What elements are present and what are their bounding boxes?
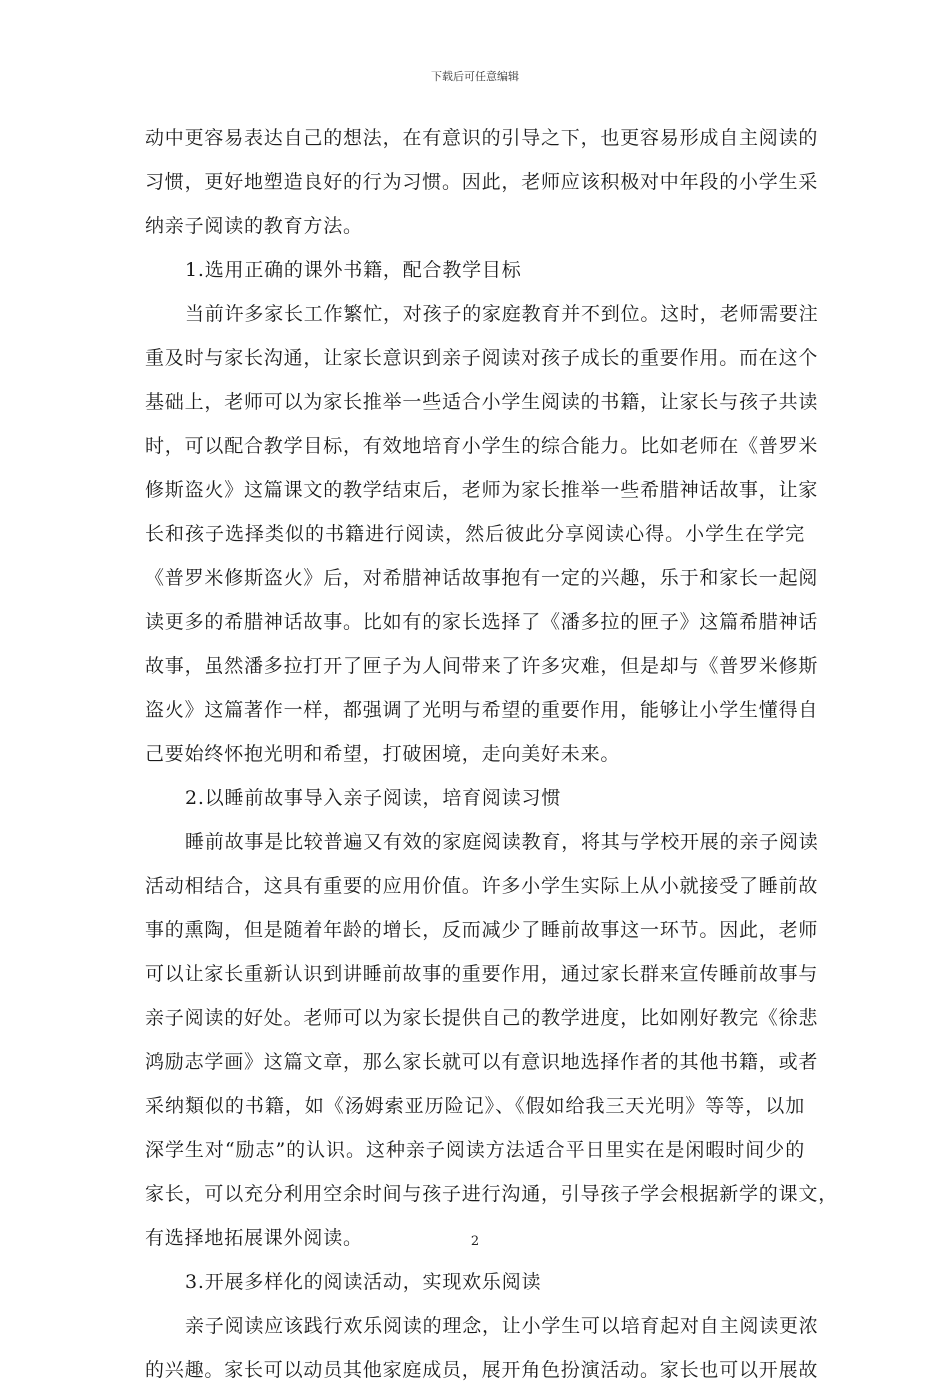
text-line: 家长，可以充分利用空余时间与孩子进行沟通，引导孩子学会根据新学的课文， [145, 1183, 839, 1205]
text-line: 基础上，老师可以为家长推举一些适合小学生阅读的书籍，让家长与孩子共读 [145, 391, 819, 413]
text-line: 鸿励志学画》这篇文章，那么家长就可以有意识地选择作者的其他书籍，或者 [145, 1051, 819, 1073]
text-line: 盗火》这篇著作一样，都强调了光明与希望的重要作用，能够让小学生懂得自 [145, 699, 819, 721]
document-body [145, 116, 839, 1392]
text-line: 亲子阅读应该践行欢乐阅读的理念，让小学生可以培育起对自主阅读更浓 [185, 1315, 819, 1337]
text-line: 故事，虽然潘多拉打开了匣子为人间带来了许多灾难，但是却与《普罗米修斯 [145, 655, 819, 677]
page-header: 下载后可任意编辑 [431, 70, 519, 83]
text-line: 纳亲子阅读的教育方法。 [145, 215, 363, 237]
text-line: 活动相结合，这具有重要的应用价值。许多小学生实际上从小就接受了睡前故 [145, 875, 819, 897]
section-heading: 2.以睡前故事导入亲子阅读，培育阅读习惯 [185, 787, 562, 809]
text-line: 采纳類似的书籍，如《汤姆索亚历险记》、《假如给我三天光明》等等，以加 [145, 1095, 805, 1117]
text-line: 的兴趣。家长可以动员其他家庭成员，展开角色扮演活动。家长也可以开展故 [145, 1359, 819, 1381]
text-line: 深学生对“励志”的认识。这种亲子阅读方法适合平日里实在是闲暇时间少的 [145, 1139, 805, 1161]
text-line: 重及时与家长沟通，让家长意识到亲子阅读对孩子成长的重要作用。而在这个 [145, 347, 819, 369]
text-line: 当前许多家长工作繁忙，对孩子的家庭教育并不到位。这时，老师需要注 [185, 303, 819, 325]
page-number: 2 [470, 1234, 480, 1249]
text-line: 修斯盗火》这篇课文的教学结束后，老师为家长推举一些希腊神话故事，让家 [145, 479, 819, 501]
text-line: 可以让家长重新认识到讲睡前故事的重要作用，通过家长群来宣传睡前故事与 [145, 963, 819, 985]
text-line: 睡前故事是比较普遍又有效的家庭阅读教育，将其与学校开展的亲子阅读 [185, 831, 819, 853]
text-line: 《普罗米修斯盗火》后，对希腊神话故事抱有一定的兴趣，乐于和家长一起阅 [145, 567, 819, 589]
section-heading: 1.选用正确的课外书籍，配合教学目标 [185, 259, 522, 281]
text-line: 亲子阅读的好处。老师可以为家长提供自己的教学进度，比如刚好教完《徐悲 [145, 1007, 819, 1029]
text-line: 长和孩子选择类似的书籍进行阅读，然后彼此分享阅读心得。小学生在学完 [145, 523, 805, 545]
section-heading: 3.开展多样化的阅读活动，实现欢乐阅读 [185, 1271, 542, 1293]
text-line: 读更多的希腊神话故事。比如有的家长选择了《潘多拉的匣子》这篇希腊神话 [145, 611, 819, 633]
text-line: 有选择地拓展课外阅读。 [145, 1227, 363, 1249]
text-line: 时，可以配合教学目标，有效地培育小学生的综合能力。比如老师在《普罗米 [145, 435, 819, 457]
text-line: 动中更容易表达自己的想法，在有意识的引导之下，也更容易形成自主阅读的 [145, 127, 819, 149]
text-line: 事的熏陶，但是随着年龄的增长，反而减少了睡前故事这一环节。因此，老师 [145, 919, 819, 941]
text-line: 己要始终怀抱光明和希望，打破困境，走向美好未来。 [145, 743, 621, 765]
text-line: 习惯，更好地塑造良好的行为习惯。因此，老师应该积极对中年段的小学生采 [145, 171, 819, 193]
